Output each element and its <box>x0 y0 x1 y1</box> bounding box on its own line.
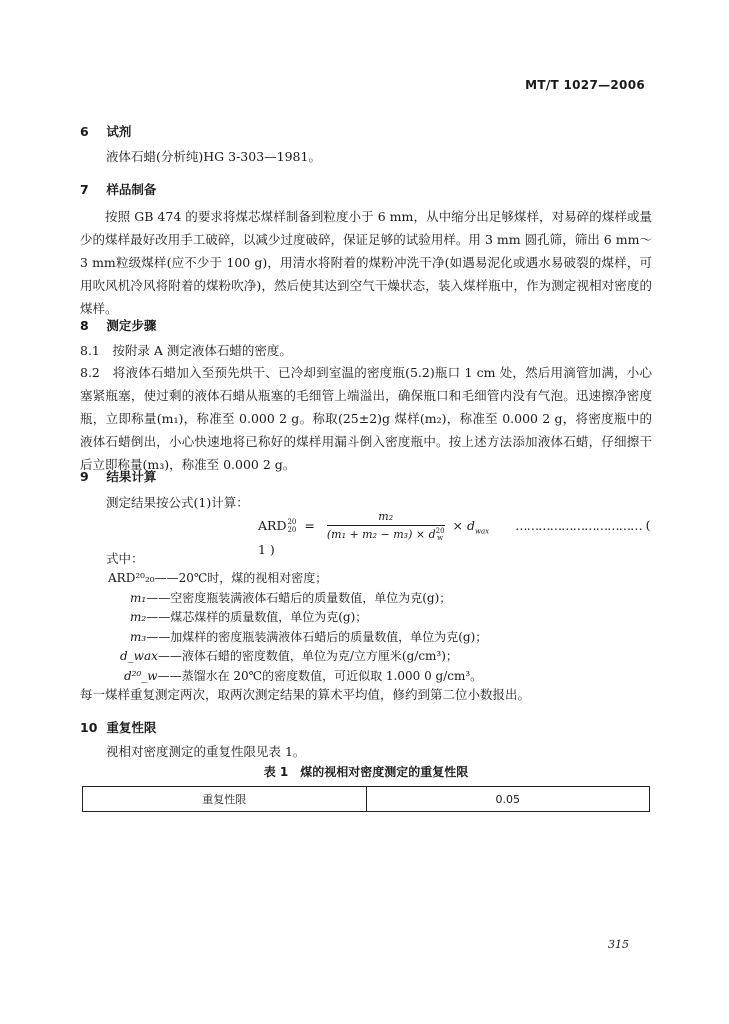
page-number: 315 <box>608 938 629 951</box>
definition-symbol: ARD²⁰₂₀ <box>108 571 155 585</box>
table-cell-label: 重复性限 <box>83 787 367 812</box>
formula-denominator <box>327 526 445 542</box>
definition-symbol: d²⁰_w <box>124 668 158 683</box>
formula-lhs-symbol: ARD <box>258 517 287 533</box>
section-9-intro: 测定结果按公式(1)计算： <box>106 495 249 510</box>
formula-numerator: m₂ <box>327 510 445 526</box>
formula-1 <box>258 510 658 557</box>
definition-text: ——空密度瓶装满液体石蜡后的质量数值，单位为克(g)； <box>146 590 452 605</box>
section-9-title: 结果计算 <box>106 469 157 484</box>
definition-symbol: m₁ <box>130 590 147 605</box>
formula-den-sup: 20 <box>435 527 445 535</box>
definition-symbol: m₂ <box>130 610 147 624</box>
definition-text: ——加煤样的密度瓶装满液体石蜡后的质量数值，单位为克(g)； <box>146 629 488 644</box>
section-8-heading <box>80 316 156 334</box>
formula-denominator-text: (m₁ + m₂ − m₃) × d <box>326 528 436 541</box>
definition-text: ——液体石蜡的密度数值，单位为克/立方厘米(g/cm³)； <box>157 649 458 663</box>
section-6-title: 试剂 <box>106 124 132 139</box>
section-8-item-1: 8.1 按附录 A 测定液体石蜡的密度。 <box>80 343 292 358</box>
section-7-text: 按照 GB 474 的要求将煤芯煤样制备到粒度小于 6 mm，从中缩分出足够煤样，对易碎的煤样或量少的煤样最好改用手工破碎，以减少过度破碎，保证足够的试验用样。用 3 mm 圆孔筛，筛出 6 mm～3 mm粒级煤样(应不少于 100 g)，用清水将附着的煤粉冲洗干净(如遇易泥化或遇水易破裂的煤样，可用吹风机冷风将附着的煤粉吹净)，然后使其达到空气干燥状态，装入煤样瓶中，作为测定视相对密度的煤样。 <box>80 209 652 316</box>
table-row <box>83 787 650 812</box>
formula-leader: …………………………… <box>515 517 642 533</box>
section-10-number: 10 <box>80 720 98 735</box>
definition-item <box>108 589 487 609</box>
definition-item <box>108 569 487 589</box>
table-1-caption: 表 1 煤的视相对密度测定的重复性限 <box>263 765 469 779</box>
definition-text: ——煤芯煤样的质量数值，单位为克(g)； <box>146 610 368 624</box>
formula-times <box>453 518 490 533</box>
section-9-closing: 每一煤样重复测定两次，取两次测定结果的算术平均值，修约到第二位小数报出。 <box>80 687 531 702</box>
formula-number: ( 1 ) <box>258 517 651 557</box>
section-7-heading <box>80 180 156 198</box>
formula-den-sub: w <box>437 534 444 542</box>
section-7-body <box>80 205 652 320</box>
section-8-item-2: 8.2 将液体石蜡加入至预先烘干、已冷却到室温的密度瓶(5.2)瓶口 1 cm 处，然后用滴管加满，小心塞紧瓶塞，使过剩的液体石蜡从瓶塞的毛细管上端溢出，确保瓶口和毛细管内没有气泡。迅速擦净密度瓶，立即称量(m₁)，称准至 0.000 2 g。称取(25±2)g 煤样(m₂)，称准至 0.000 2 g，将密度瓶中的液体石蜡倒出，小心快速地将已称好的煤样用漏斗倒入密度瓶中。按上述方法添加液体石蜡，仔细擦干后立即称量(m₃)，称准至 0.000 2 g。 <box>80 365 652 472</box>
section-7-title: 样品制备 <box>106 182 157 197</box>
formula-times-sub: wax <box>474 527 490 535</box>
table-cell-value: 0.05 <box>366 787 650 812</box>
standard-code-header: MT/T 1027—2006 <box>525 78 645 92</box>
section-10-body: 视相对密度测定的重复性限见表 1。 <box>106 744 306 759</box>
formula-times-text: × d <box>452 517 475 533</box>
section-9-number: 9 <box>80 469 89 484</box>
definition-item <box>108 628 487 648</box>
section-6-number: 6 <box>80 124 89 139</box>
section-6-body: 液体石蜡(分析纯)HG 3-303—1981。 <box>106 149 321 164</box>
definition-item <box>108 608 487 628</box>
formula-equals: = <box>304 517 315 533</box>
section-8-title: 测定步骤 <box>106 318 157 333</box>
definition-text: ——20℃时，煤的视相对密度； <box>154 571 328 585</box>
section-10-heading <box>80 718 156 736</box>
definitions-list <box>108 569 487 686</box>
formula-where: 式中： <box>106 551 144 566</box>
section-10-title: 重复性限 <box>106 720 157 735</box>
section-7-number: 7 <box>80 182 89 197</box>
formula-lhs-sup: 20 <box>287 518 297 526</box>
definition-text: ——蒸馏水在 20℃的密度数值，可近似取 1.000 0 g/cm³。 <box>157 668 483 683</box>
section-9-heading <box>80 467 156 485</box>
table-1 <box>82 786 650 812</box>
section-6-heading <box>80 122 131 140</box>
formula-lhs <box>258 518 296 533</box>
definition-item <box>108 647 487 667</box>
section-8-number: 8 <box>80 318 89 333</box>
formula-fraction <box>327 510 445 542</box>
formula-lhs-sub: 20 <box>287 526 297 534</box>
definition-symbol: d_wax <box>120 649 158 663</box>
definition-symbol: m₃ <box>130 629 147 644</box>
